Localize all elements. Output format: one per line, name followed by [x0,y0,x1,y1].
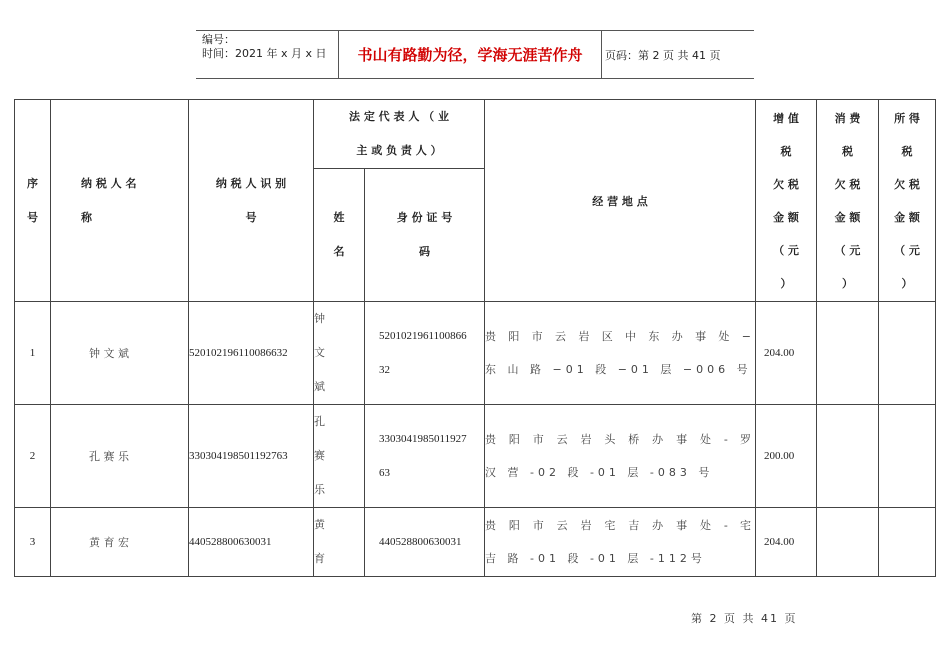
header-legal-rep-line-1: 法 定 代 表 人 （ 业 [349,110,449,123]
header-income-line: 税 [901,144,913,158]
row-address [485,302,756,405]
row-taxpayer-id: 330304198501192763 [189,405,314,508]
header-vat [756,100,817,302]
header-consumption-line: （ 元 [834,243,861,257]
row-income-amount [879,508,936,577]
header-consumption-line: 欠 税 [834,177,861,191]
row-address [485,508,756,577]
row-id-number [365,302,485,405]
rep-name-char: 黄 [314,518,325,531]
header-id-line-2: 码 [419,245,430,258]
id-number-line: 440528800630031 [379,536,462,548]
address-line: 东 山 路 −01 段 −01 层 −006 号 [485,363,752,376]
header-legal-rep-line-2: 主 或 负 责 人 ） [356,144,442,157]
header-income-line: ） [901,276,913,290]
rep-name-char: 孔 [314,415,325,428]
id-number-line: 5201021961100866 [379,330,467,342]
header-consumption-line: 消 费 [834,111,861,125]
header-rep-name [314,169,365,302]
time-label: 时间：2021 年 x 月 x 日 [202,47,327,60]
rep-name-char: 赛 [314,449,325,462]
header-consumption-line: ） [842,276,853,290]
rep-name-char: 钟 [314,312,325,325]
header-income-line: 金 额 [894,210,920,224]
row-taxpayer-name: 孔 赛 乐 [51,405,189,508]
row-rep-name [314,302,365,405]
row-taxpayer-name: 黄 育 宏 [51,508,189,577]
row-income-amount [879,302,936,405]
header-rep-name-line-2: 名 [333,245,345,258]
document-header [196,30,754,79]
row-consumption-amount [817,405,879,508]
header-consumption-tax [817,100,879,302]
footer-page-number: 第 2 页 共 41 页 [691,612,798,625]
row-income-amount [879,405,936,508]
header-page-label: 页码：第 2 页 共 41 页 [605,48,721,62]
header-name-line-1: 纳 税 人 名 [81,176,137,190]
row-seq: 3 [15,508,51,577]
table-row [15,508,936,577]
row-seq: 1 [15,302,51,405]
number-label: 编号： [202,33,235,46]
row-id-number [365,508,485,577]
row-address [485,405,756,508]
header-row-1 [15,100,936,169]
header-id-line-1: 身 份 证 号 [396,211,453,224]
rep-name-char: 乐 [314,483,325,496]
header-meta [196,31,338,78]
header-consumption-line: 税 [842,144,853,158]
row-id-number [365,405,485,508]
header-seq [15,100,51,302]
row-consumption-amount [817,302,879,405]
table-row [15,405,936,508]
header-vat-line: 欠 税 [773,177,799,191]
header-motto: 书山有路勤为径，学海无涯苦作舟 [338,31,602,78]
header-consumption-line: 金 额 [834,210,861,224]
header-name-line-2: 称 [81,210,92,224]
row-taxpayer-id: 520102196110086632 [189,302,314,405]
row-vat-amount: 200.00 [756,405,817,508]
row-rep-name [314,405,365,508]
row-vat-amount: 204.00 [756,508,817,577]
row-seq: 2 [15,405,51,508]
address-line: 贵 阳 市 云 岩 宅 吉 办 事 处 - 宅 [485,519,755,532]
header-income-line: （ 元 [894,243,920,257]
address-line: 汉 营 -02 段 -01 层 -083 号 [485,466,714,479]
address-line: 吉 路 -01 段 -01 层 -112号 [485,552,706,565]
header-vat-line: （ 元 [773,243,799,257]
tax-arrears-table [14,99,936,577]
id-number-line: 63 [379,467,390,479]
row-vat-amount: 204.00 [756,302,817,405]
header-seq-line-2: 号 [27,210,38,224]
row-taxpayer-name: 钟 文 斌 [51,302,189,405]
row-taxpayer-id: 440528800630031 [189,508,314,577]
header-taxpayer-id [189,100,314,302]
header-income-line: 所 得 [894,111,920,125]
header-tin-line-2: 号 [245,210,257,224]
header-seq-line-1: 序 [27,176,38,190]
header-address: 经 营 地 点 [485,100,756,302]
header-taxpayer-name [51,100,189,302]
header-tin-line-1: 纳 税 人 识 别 [215,176,287,190]
header-income-tax [879,100,936,302]
row-rep-name [314,508,365,577]
address-line: 贵 阳 市 云 岩 头 桥 办 事 处 - 罗 [485,433,755,446]
header-id-number [365,169,485,302]
header-vat-line: 税 [780,144,792,158]
id-number-line: 32 [379,364,390,376]
address-line: 贵 阳 市 云 岩 区 中 东 办 事 处 − [485,330,755,343]
row-consumption-amount [817,508,879,577]
header-rep-name-line-1: 姓 [333,211,345,224]
header-vat-line: 增 值 [773,111,799,125]
header-vat-line: ） [780,276,792,290]
id-number-line: 3303041985011927 [379,433,467,445]
header-vat-line: 金 额 [773,210,799,224]
rep-name-char: 育 [314,552,325,565]
header-income-line: 欠 税 [894,177,920,191]
rep-name-char: 文 [314,346,325,359]
header-legal-representative [314,100,485,169]
rep-name-char: 斌 [314,380,325,393]
table-row [15,302,936,405]
